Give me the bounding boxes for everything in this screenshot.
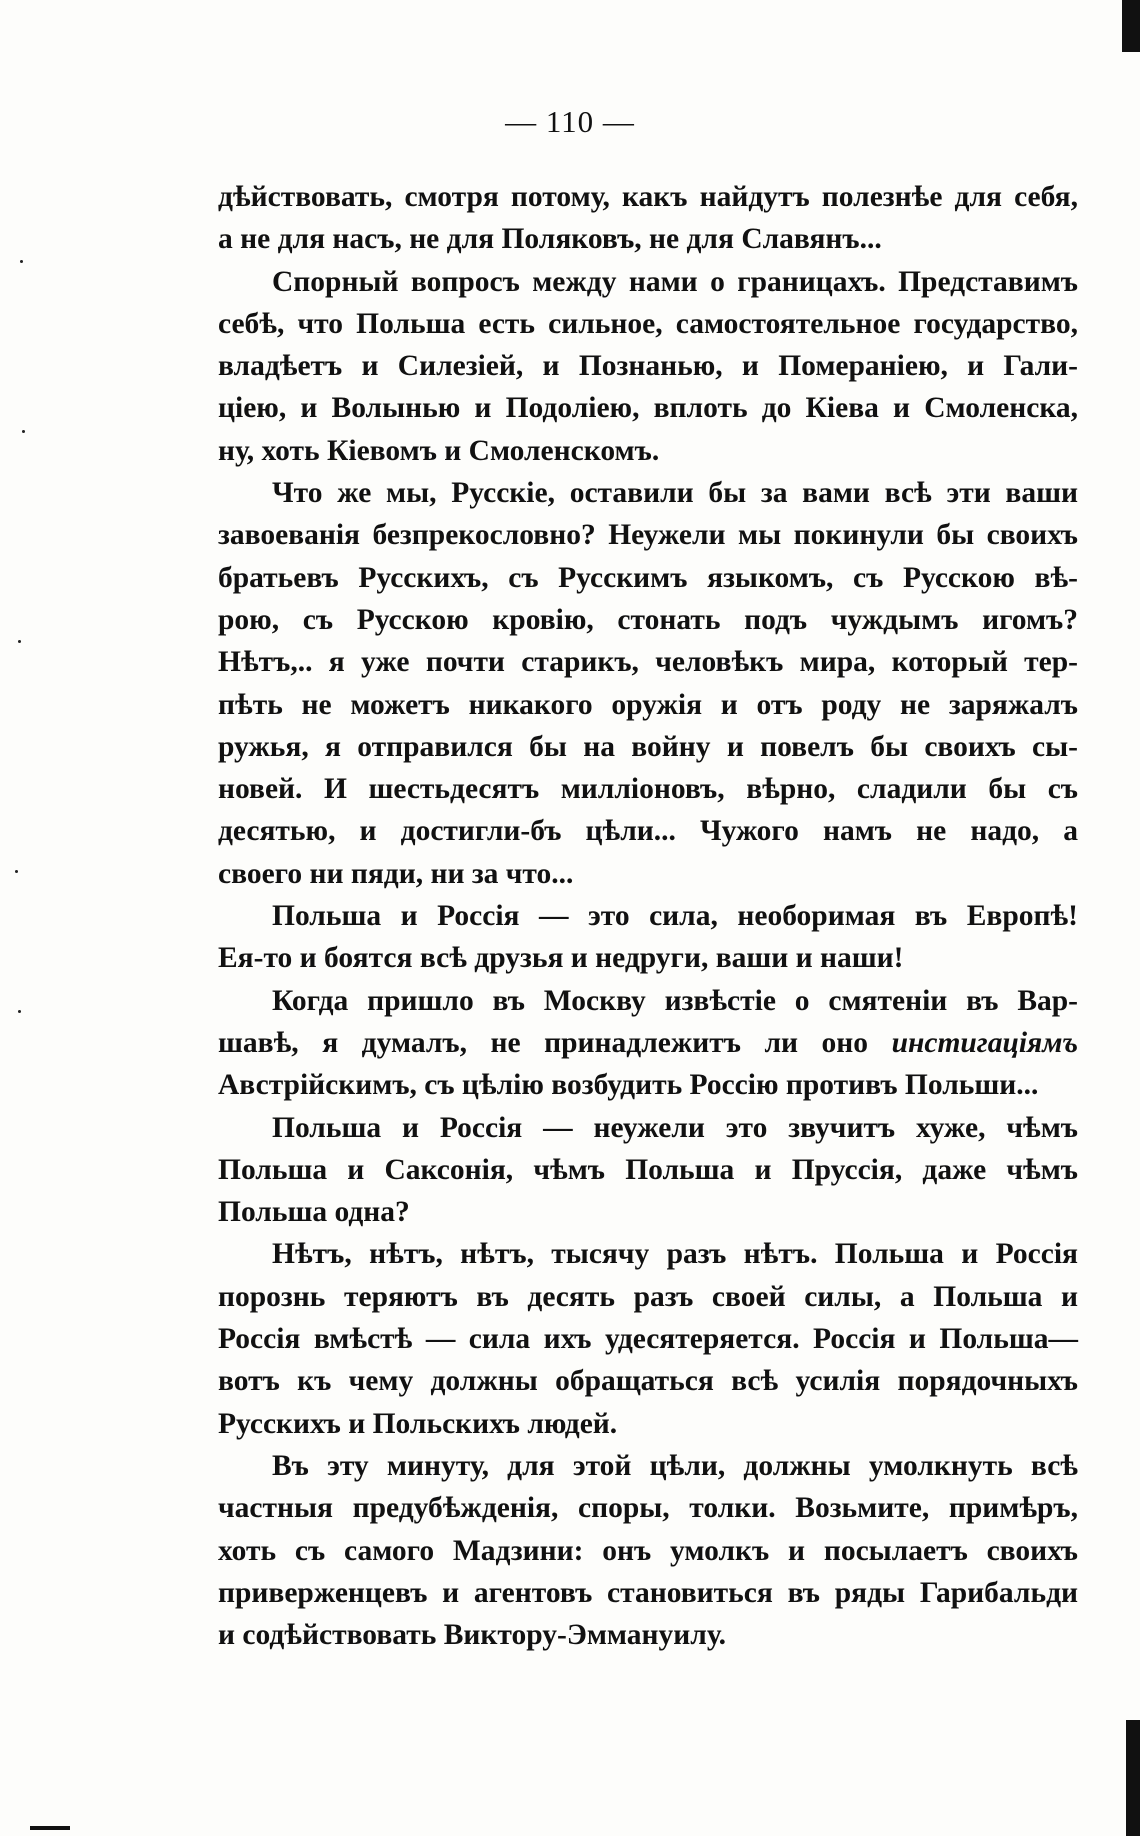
text-line xyxy=(218,684,1078,726)
text-line-content: Польша и Россія — это сила, необоримая въ Европѣ! xyxy=(272,900,1078,933)
text-line-content: владѣетъ и Силезіей, и Познанью, и Помераніею, и Гали- xyxy=(218,350,1078,383)
text-line xyxy=(218,1149,1078,1191)
scan-edge-bottom-left xyxy=(30,1826,70,1830)
body-text xyxy=(218,176,1078,1656)
text-line xyxy=(218,472,1078,514)
text-line-content: Австрійскимъ, съ цѣлію возбудить Россію противъ Польши... xyxy=(218,1069,1039,1102)
text-line xyxy=(218,1276,1078,1318)
text-line xyxy=(218,937,1078,979)
text-line xyxy=(218,345,1078,387)
text-line-content: шавѣ, я думалъ, не принадлежитъ ли оно xyxy=(218,1026,869,1059)
text-line-content: Когда пришло въ Москву извѣстіе о смятеніи въ Вар- xyxy=(272,984,1078,1017)
text-line xyxy=(218,557,1078,599)
text-line xyxy=(218,641,1078,683)
text-line-content: братьевъ Русскихъ, съ Русскимъ языкомъ, съ Русскою вѣ- xyxy=(218,561,1078,594)
text-line-content: новей. И шестьдесятъ милліоновъ, вѣрно, сладили бы съ xyxy=(218,773,1078,806)
text-line xyxy=(218,1022,1078,1064)
page-number: — 110 — xyxy=(505,104,635,139)
text-line-content: себѣ, что Польша есть сильное, самостоятельное государство, xyxy=(218,307,1078,340)
text-line xyxy=(218,1530,1078,1572)
text-line-content: Нѣтъ, нѣтъ, нѣтъ, тысячу разъ нѣтъ. Польша и Россія xyxy=(272,1238,1078,1271)
text-line xyxy=(218,1445,1078,1487)
text-line xyxy=(218,768,1078,810)
text-line-content: Спорный вопросъ между нами о границахъ. Представимъ xyxy=(272,265,1078,298)
text-line-content: ціею, и Волынью и Подоліею, вплоть до Кіева и Смоленска, xyxy=(218,392,1078,425)
text-line-content: пѣть не можетъ никакого оружія и отъ роду не заряжалъ xyxy=(218,688,1078,721)
text-line xyxy=(218,1064,1078,1106)
text-line xyxy=(218,303,1078,345)
text-line-content: Въ эту минуту, для этой цѣли, должны умолкнуть всѣ xyxy=(272,1449,1078,1482)
margin-speck xyxy=(22,430,25,433)
text-line xyxy=(218,1572,1078,1614)
scan-edge-top-right xyxy=(1122,0,1140,52)
text-line-content: а не для насъ, не для Поляковъ, не для Славянъ... xyxy=(218,223,882,256)
text-line-content: приверженцевъ и агентовъ становиться въ ряды Гарибальди xyxy=(218,1576,1078,1609)
text-line xyxy=(218,1191,1078,1233)
text-line xyxy=(218,1487,1078,1529)
text-line xyxy=(218,895,1078,937)
text-line xyxy=(218,218,1078,260)
margin-speck xyxy=(18,1010,21,1013)
text-line-content: Польша одна? xyxy=(218,1196,410,1229)
text-line xyxy=(218,810,1078,852)
text-line-content: ружья, я отправился бы на войну и повелъ бы своихъ сы- xyxy=(218,730,1078,763)
text-line xyxy=(218,1107,1078,1149)
margin-speck xyxy=(20,260,23,263)
text-line-content: десятью, и достигли-бъ цѣли... Чужого намъ не надо, а xyxy=(218,815,1078,848)
text-line-content: Ея-то и боятся всѣ друзья и недруги, ваши и наши! xyxy=(218,942,904,975)
text-line xyxy=(218,1360,1078,1402)
text-line xyxy=(218,1403,1078,1445)
text-line-content: хоть съ самого Мадзини: онъ умолкъ и посылаетъ своихъ xyxy=(218,1534,1078,1567)
margin-speck xyxy=(18,640,21,643)
text-line xyxy=(218,261,1078,303)
text-line-content: Польша и Саксонія, чѣмъ Польша и Пруссія, даже чѣмъ xyxy=(218,1153,1078,1186)
text-line-content: Польша и Россія — неужели это звучитъ хуже, чѣмъ xyxy=(272,1111,1078,1144)
text-line-content: рою, съ Русскою кровію, стонать подъ чуждымъ игомъ? xyxy=(218,603,1078,636)
text-line-content: ну, хоть Кіевомъ и Смоленскомъ. xyxy=(218,434,660,467)
text-line xyxy=(218,176,1078,218)
text-line xyxy=(218,514,1078,556)
text-line xyxy=(218,1614,1078,1656)
text-line-content: дѣйствовать, смотря потому, какъ найдутъ полезнѣе для себя, xyxy=(218,181,1078,213)
text-line-content: Россія вмѣстѣ — сила ихъ удесятеряется. Россія и Польша— xyxy=(218,1323,1078,1356)
text-line-content: своего ни пяди, ни за что... xyxy=(218,857,574,890)
text-line-content: частныя предубѣжденія, споры, толки. Возьмите, примѣръ, xyxy=(218,1492,1078,1525)
text-line-content: вотъ къ чему должны обращаться всѣ усилія порядочныхъ xyxy=(218,1365,1078,1398)
text-line xyxy=(218,1318,1078,1360)
text-line-content: Что же мы, Русскіе, оставили бы за вами всѣ эти ваши xyxy=(272,477,1078,510)
text-line xyxy=(218,980,1078,1022)
margin-speck xyxy=(15,870,18,873)
text-line-content: и содѣйствовать Виктору-Эммануилу. xyxy=(218,1619,727,1652)
text-line xyxy=(218,853,1078,895)
text-line-content: порознь теряютъ въ десять разъ своей силы, а Польша и xyxy=(218,1280,1078,1313)
scan-edge-bottom-right xyxy=(1126,1720,1140,1836)
italic-word: инстигаціямъ xyxy=(891,1026,1078,1059)
text-line xyxy=(218,430,1078,472)
text-line xyxy=(218,599,1078,641)
text-line-content: Нѣтъ,.. я уже почти старикъ, человѣкъ мира, который тер- xyxy=(218,646,1078,679)
text-line-content: Русскихъ и Польскихъ людей. xyxy=(218,1407,618,1440)
text-line xyxy=(218,726,1078,768)
text-line xyxy=(218,387,1078,429)
text-line xyxy=(218,1233,1078,1275)
text-line-content: завоеванія безпрекословно? Неужели мы покинули бы своихъ xyxy=(218,519,1078,552)
